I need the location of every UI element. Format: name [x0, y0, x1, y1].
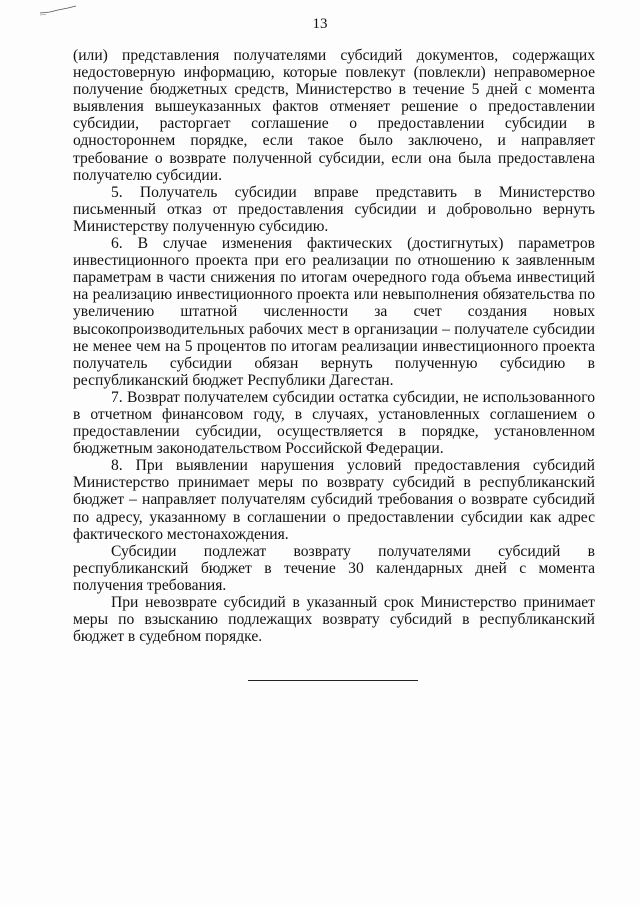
paragraph-item-7: 7. Возврат получателем субсидии остатка субсидии, не использованного в отчетном финансовом году, в случаях, установленных соглашением о предоставлении субсидии, осуществляется в порядке, установленном бюджетным законодательством Российской Федерации.	[73, 388, 595, 458]
page-number: 13	[312, 16, 328, 32]
scan-mark-icon	[38, 4, 78, 16]
paragraph-item-6: 6. В случае изменения фактических (достигнутых) параметров инвестиционного проекта при его реализации по отношению к заявленным параметрам в части снижения по итогам очередного года объема инвестиций на реализацию инвестиционного проекта или невыполнения обязательства по увеличению штатной численности за счет создания новых высокопроизводительных рабочих мест в организации – получателе субсидии не менее чем на 5 процентов по итогам реализации инвестиционного проекта получатель субсидии обязан вернуть полученную субсидию в республиканский бюджет Республики Дагестан.	[73, 235, 595, 389]
paragraph-return-deadline: Субсидии подлежат возврату получателями субсидий в республиканский бюджет в течение 30 календарных дней с момента получения требования.	[73, 542, 595, 594]
paragraph-item-5: 5. Получатель субсидии вправе представить в Министерство письменный отказ от предоставления субсидии и добровольно вернуть Министерству полученную субсидию.	[73, 183, 595, 235]
paragraph-item-8: 8. При выявлении нарушения условий предоставления субсидий Министерство принимает меры по возврату субсидий в республиканский бюджет – направляет получателям субсидий требования о возврате субсидий по адресу, указанному в соглашении о предоставлении субсидии как адрес фактического местонахождения.	[73, 457, 595, 543]
document-body	[73, 47, 595, 645]
paragraph-court-recovery: При невозврате субсидий в указанный срок Министерство принимает меры по взысканию подлежащих возврату субсидий в республиканский бюджет в судебном порядке.	[73, 594, 595, 646]
paragraph-continuation: (или) представления получателями субсидий документов, содержащих недостоверную информацию, которые повлекут (повлекли) неправомерное получение бюджетных средств, Министерство в течение 5 дней с момента выявления вышеуказанных фактов отменяет решение о предоставлении субсидии, расторгает соглашение о предоставлении субсидии в одностороннем порядке, если такое было заключено, и направляет требование о возврате полученной субсидии, если она была предоставлена получателю субсидии.	[73, 47, 595, 184]
end-of-document-rule	[248, 680, 418, 681]
